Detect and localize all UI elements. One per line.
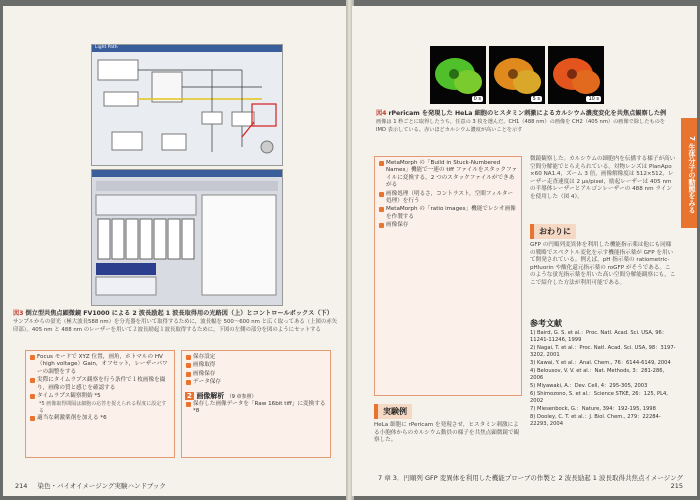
mode-selector bbox=[96, 263, 156, 275]
section-conclusion bbox=[530, 224, 576, 239]
cell-image-5s bbox=[489, 46, 545, 104]
references-title: 参考文献 bbox=[530, 319, 562, 328]
step-data-save: データ保存 bbox=[185, 379, 327, 386]
reference-item: 4) Belousov, V. V. et al.：Nat. Methods, 3：281-286, 2006 bbox=[530, 368, 665, 381]
fig3-num: 図3 bbox=[13, 310, 24, 317]
analysis-box bbox=[374, 156, 522, 396]
section-analysis-sub: （9 章参照） bbox=[226, 393, 257, 400]
section-example-title: 実験例 bbox=[383, 407, 407, 416]
step-save-image: 画像保存 bbox=[378, 222, 518, 229]
right-footer bbox=[363, 473, 683, 490]
reference-item: 8) Dooley, C. T. et al.：J. Biol. Chem., 279：22284-22293, 2004 bbox=[530, 414, 661, 427]
fig-title-bar: Light Path bbox=[92, 45, 282, 52]
fig4-body: 画像は 1 秒ごとに取得したうち，任意の 3 枚を選んだ。CH1（488 nm）の画像を CH2（405 nm）の画像で除したものを IMD 表示している。赤いほどカルシウム濃度が高いことを示す bbox=[376, 119, 665, 133]
step-stimulus: 適当な刺激薬剤を加える *6 bbox=[29, 415, 171, 422]
page-number-right: 215 bbox=[670, 482, 683, 490]
right-column-text: 微鏡観察した。カルシウムの細胞内を伝播する様子が高い空間分解能でとらえられている。対物レンズは PlanApo ×60 NA1.4，ズーム 3 倍，画像解像度は 512×512，レーザー走査速度は 2 μs/pixel，励起レーザーは 405 nm の半導体レーザーとアルゴンレーザーの 488 nm ラインを使用した（図 4）。 bbox=[530, 156, 676, 200]
fig3-body: サンプルからの蛍光（極大波長588 nm）を分光器を用いて取得するために，波長幅を 500〜600 nm と広く取ってある（上図の赤矢印部）。405 nm と 488 nm のレーザーを用いて２波長励起１波長取得するために，下図の左側の部分を図のようにセットする bbox=[13, 319, 338, 333]
step-convert: 保存した画像データを「Raw 16bit tiff」に変換する *8 bbox=[185, 401, 327, 416]
cell-image-0s bbox=[430, 46, 486, 104]
conclusion-body: GFP の円順列変異体を利用した機能指示薬は他にも同様の戦略でスペクトル変化を示す機能指示薬が GFP を用いて開発されている。例えば，pH 指示薬の ratiometric-pHluorin や酸化還元指示薬の roGFP がそうである。このような蛍光指示薬を用いた高い空間分解能観察にも，ここで紹介した方法が利用可能である。 bbox=[530, 242, 676, 286]
fig3-caption bbox=[13, 310, 338, 334]
cell-image-10s bbox=[548, 46, 604, 104]
fig4-caption bbox=[376, 110, 676, 134]
section-conclusion-title: おわりに bbox=[539, 227, 571, 236]
reference-item: 2) Nagai, T. et al.：Proc. Natl. Acad. Sci. USA, 98：3197-3202, 2001 bbox=[530, 345, 676, 358]
page-number-left: 214 bbox=[15, 482, 28, 490]
step-ratio-images: MetaMorph の「ratio images」機能でレシオ画像を作製する bbox=[378, 206, 518, 221]
time-label-10s: 10 s bbox=[588, 96, 599, 102]
procedure-box-right bbox=[181, 350, 331, 458]
section-example bbox=[374, 404, 412, 419]
reference-item: 7) Miesenbock, G.：Nature, 394：192-195, 1998 bbox=[530, 406, 656, 412]
fig4-num: 図4 bbox=[376, 110, 387, 117]
left-page bbox=[3, 6, 348, 496]
reference-item: 6) Shimozono, S. et al.：Science STKE, 26：125, PL4, 2002 bbox=[530, 391, 668, 404]
footer-left-title: 染色・バイオイメージング実験ハンドブック bbox=[37, 482, 166, 490]
example-body: HeLa 細胞に rPericam を発現させ，ヒスタミン刺激による小胞体からのカルシウム動員の様子を共焦点顕微鏡で観察した。 bbox=[374, 422, 520, 444]
time-label-5s: 5 s bbox=[532, 96, 540, 102]
footer-right-title: 7 章 3．円順列 GFP 変異体を利用した機能プローブの作製と 2 波長励起 1 波長取得共焦点イメージング bbox=[378, 474, 683, 482]
step-save-setting: 保存設定 bbox=[185, 354, 327, 361]
section-analysis: 2 画像解析 （9 章参照） bbox=[187, 391, 257, 400]
note-5: *5 画像取得間隔は細胞の応答を捉えられる程度に設定する bbox=[39, 401, 167, 415]
procedure-box-left bbox=[25, 350, 175, 458]
section-analysis-title: 画像解析 bbox=[196, 391, 225, 400]
time-label-0s: 0 s bbox=[473, 96, 481, 102]
reference-item: 3) Kawai, Y. et al.：Anal. Chem., 76：6144-6149, 2004 bbox=[530, 360, 671, 366]
cell-images bbox=[430, 46, 605, 104]
fig4-title: rPericam を発現した HeLa 細胞のヒスタミン刺激によるカルシウム濃度変化を共焦点観察した例 bbox=[388, 110, 667, 117]
step-image-processing: 画像処理（明るさ，コントラスト，空間フィルター処理）を行う bbox=[378, 191, 518, 206]
step-start: タイムラプス観察開始 *5 bbox=[29, 393, 171, 400]
control-title-bar bbox=[92, 170, 282, 177]
references-list bbox=[530, 330, 676, 429]
step-build-stack: MetaMorph の「Build in Stuck-Numbered Names」機能で一連の tiff ファイルをスタックファイルに変換する，2 つのスタックファイルができあがる bbox=[378, 160, 518, 190]
step-test-image: 実際にタイムラプス観察を行う条件で１枚画像を撮り，画像の質と感じを確認する bbox=[29, 377, 171, 392]
reference-item: 5) Miyawaki, A.：Dev. Cell, 4：295-305, 2003 bbox=[530, 383, 648, 389]
control-box-figure bbox=[91, 169, 283, 306]
left-footer bbox=[15, 481, 166, 490]
control-box-diagram bbox=[92, 177, 282, 305]
reference-item: 1) Baird, G. S. et al.：Proc. Natl. Acad. Sci. USA, 96：11241-11246, 1999 bbox=[530, 330, 668, 343]
chapter-tab: 7 生体分子の動態をみる bbox=[681, 118, 697, 228]
light-path-diagram bbox=[92, 52, 282, 164]
light-path-figure bbox=[91, 44, 283, 166]
step-image-save: 画像保存 bbox=[185, 371, 327, 378]
fig3-title: 倒立型共焦点顕微鏡 FV1000 による 2 波長励起 1 波長取得用の光路図（上）とコントロールボックス（下） bbox=[25, 310, 333, 317]
red-highlight-box bbox=[252, 104, 276, 126]
step-acquire: 画像取得 bbox=[185, 362, 327, 369]
right-page bbox=[352, 6, 697, 496]
step-focus: Focus モードで XYZ 位置，画角，ホトマルの HV（high voltage）Gain，オフセット，レーザーパワーの調整をする bbox=[29, 354, 171, 376]
